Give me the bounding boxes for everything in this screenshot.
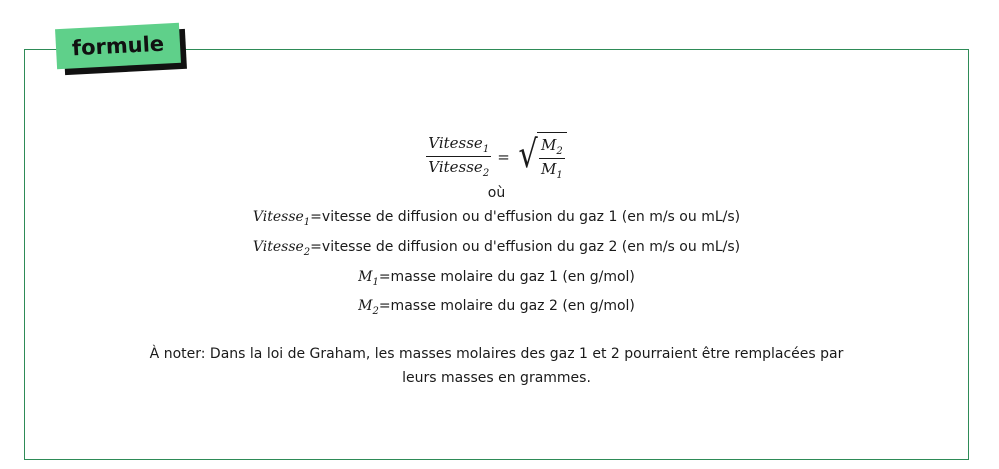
velocity-numerator <box>426 134 491 157</box>
mass-denominator <box>539 159 565 181</box>
def-text: =vitesse de diffusion ou d'effusion du gaz 2 (en m/s ou mL/s) <box>310 238 741 255</box>
formula-content <box>24 132 969 390</box>
definition-line <box>24 235 969 265</box>
den-sub: 2 <box>482 168 490 179</box>
note-line-2: leurs masses en grammes. <box>402 370 591 387</box>
definition-line <box>24 265 969 295</box>
sqrt-num-var: M <box>540 136 557 154</box>
def-var: M <box>358 298 373 315</box>
den-var: Vitesse <box>428 158 483 176</box>
note-line-1: À noter: Dans la loi de Graham, les masses molaires des gaz 1 et 2 pourraient être remplacées par <box>149 346 844 363</box>
def-var: M <box>358 268 373 285</box>
definition-line <box>24 294 969 324</box>
graham-note <box>24 342 969 390</box>
sqrt-den-sub: 1 <box>556 170 563 181</box>
sqrt-den-var: M <box>540 160 557 178</box>
mass-numerator <box>539 136 565 159</box>
velocity-ratio <box>426 134 491 179</box>
num-sub: 1 <box>482 144 490 155</box>
def-sub: 1 <box>303 216 311 228</box>
graham-formula <box>426 132 566 181</box>
def-sub: 2 <box>372 306 379 318</box>
where-label: où <box>487 185 506 201</box>
def-sub: 2 <box>303 246 311 258</box>
equals-sign: = <box>497 147 510 166</box>
def-text: =masse molaire du gaz 2 (en g/mol) <box>378 298 635 315</box>
def-sub: 1 <box>372 276 379 288</box>
sqrt-num-sub: 2 <box>556 146 563 157</box>
num-var: Vitesse <box>428 134 483 152</box>
def-var: Vitesse <box>252 209 304 225</box>
definition-line <box>24 205 969 235</box>
radicand <box>537 132 567 181</box>
radical-icon: √ <box>518 132 538 176</box>
formula-tag <box>56 24 192 76</box>
mass-ratio <box>539 136 565 181</box>
tag-label: formule <box>55 23 181 69</box>
def-var: Vitesse <box>252 238 304 255</box>
def-text: =vitesse de diffusion ou d'effusion du gaz 1 (en m/s ou mL/s) <box>310 209 741 225</box>
velocity-denominator <box>426 157 491 179</box>
def-text: =masse molaire du gaz 1 (en g/mol) <box>378 268 635 285</box>
square-root <box>516 132 567 181</box>
